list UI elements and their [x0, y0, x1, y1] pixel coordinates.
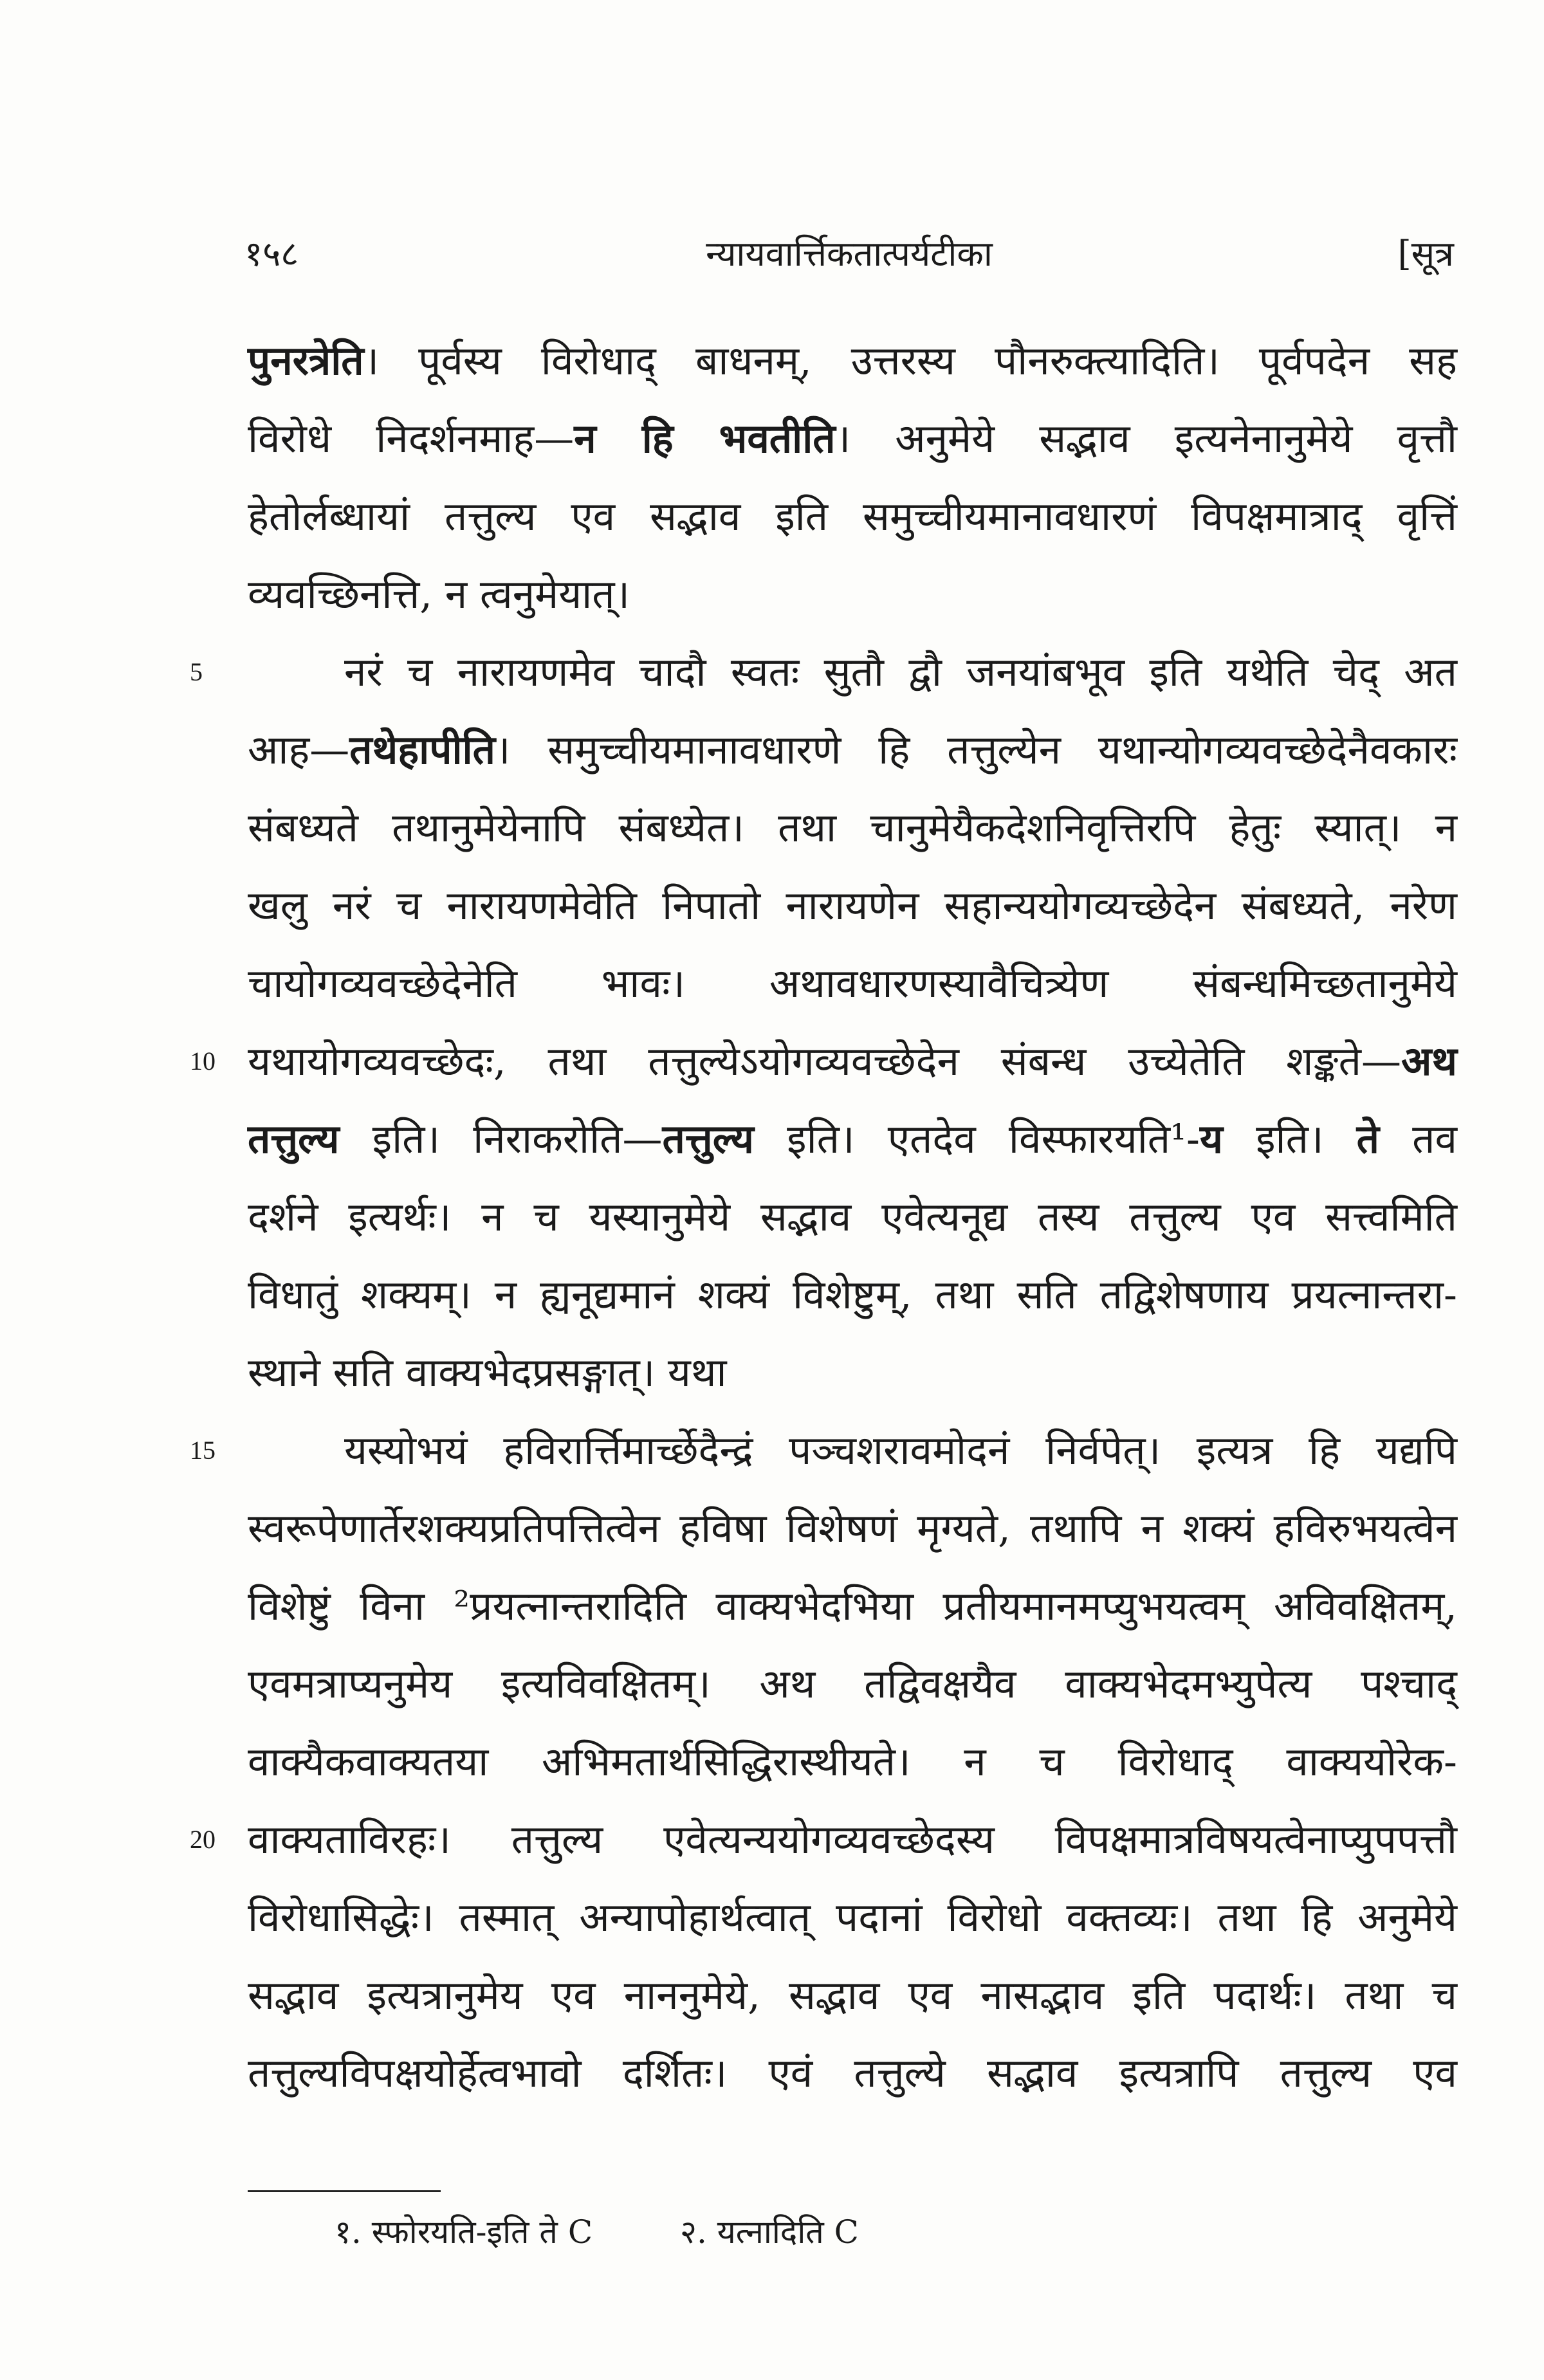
- text-line: [248, 1567, 1457, 1645]
- page-number: १५८: [244, 233, 299, 274]
- text-line: [248, 1645, 1457, 1723]
- section-label: [सूत्र: [1397, 233, 1454, 274]
- commentary-text: इति। एतदेव विस्फारयति¹-: [754, 1115, 1200, 1162]
- commentary-text: व्यवच्छिनत्ति, न त्वनुमेयात्।: [248, 571, 630, 618]
- text-line: [248, 477, 1457, 555]
- commentary-text: विधातुं शक्यम्। न ह्यनूद्यमानं शक्यं विशेष्टुम्, तथा सति तद्विशेषणाय प्रयत्नान्तरा-: [248, 1271, 1457, 1318]
- text-line: [248, 1100, 1457, 1178]
- text-line: [248, 399, 1457, 477]
- commentary-text: दर्शने इत्यर्थः। न च यस्यानुमेये सद्भाव एवेत्यनूद्य तस्य तत्तुल्य एव सत्त्वमिति: [248, 1193, 1457, 1240]
- commentary-text: विरोधे निदर्शनमाह—: [248, 415, 574, 462]
- lemma-text: तत्तुल्य: [248, 1115, 340, 1162]
- line-number: 10: [190, 1047, 216, 1076]
- lemma-text: य: [1199, 1115, 1223, 1162]
- commentary-text: एवमत्राप्यनुमेय इत्यविवक्षितम्। अथ तद्विवक्षयैव वाक्यभेदमभ्युपेत्य पश्चाद्: [248, 1660, 1457, 1707]
- text-line: [248, 2034, 1457, 2112]
- text-line: [190, 1022, 1457, 1100]
- commentary-text: स्वरूपेणार्तेरशक्यप्रतिपत्तित्वेन हविषा विशेषणं मृग्यते, तथापि न शक्यं हविरुभयत्वेन: [248, 1505, 1457, 1552]
- text-line: [248, 1256, 1457, 1333]
- commentary-text: वाक्यैकवाक्यतया अभिमतार्थसिद्धिरास्थीयते। न च विरोधाद् वाक्ययोरेक-: [248, 1738, 1457, 1785]
- lemma-text: ते: [1356, 1115, 1379, 1162]
- footnote-rule: [248, 2190, 441, 2192]
- commentary-text: चायोगव्यवच्छेदेनेति भावः। अथावधारणस्यावैचित्र्येण संबन्धमिच्छतानुमेये: [248, 960, 1457, 1007]
- commentary-text: यस्योभयं हविरार्त्तिमार्च्छेदैन्द्रं पञ्चशरावमोदनं निर्वपेत्। इत्यत्र हि यद्यपि: [344, 1427, 1457, 1474]
- commentary-text: यथायोगव्यवच्छेदः, तथा तत्तुल्येऽयोगव्यवच्छेदेन संबन्ध उच्येतेति शङ्कते—: [248, 1038, 1401, 1085]
- commentary-text: । अनुमेये सद्भाव इत्यनेनानुमेये वृत्तौ: [835, 415, 1457, 462]
- text-line: [248, 555, 1457, 633]
- commentary-text: इति। निराकरोति—: [339, 1115, 663, 1162]
- lemma-text: तत्तुल्य: [662, 1115, 754, 1162]
- commentary-text: इति।: [1222, 1115, 1357, 1162]
- text-line: [248, 944, 1457, 1022]
- footnote-2: २. यत्नादिति C: [679, 2213, 859, 2251]
- commentary-text: तत्तुल्यविपक्षयोर्हेत्वभावो दर्शितः। एवं तत्तुल्ये सद्भाव इत्यत्रापि तत्तुल्य एव: [248, 2049, 1457, 2096]
- commentary-text: स्थाने सति वाक्यभेदप्रसङ्गात्। यथा: [248, 1349, 727, 1396]
- commentary-text: । समुच्चीयमानावधारणे हि तत्तुल्येन यथान्योगव्यवच्छेदेनैवकारः: [495, 726, 1457, 773]
- running-title: न्यायवार्त्तिकतात्पर्यटीका: [706, 233, 993, 274]
- text-line: [190, 1800, 1457, 1878]
- footnote-1: १. स्फोरयति-इति ते C: [335, 2213, 593, 2251]
- lemma-text: न हि भवतीति: [574, 415, 836, 462]
- commentary-text: सद्भाव इत्यत्रानुमेय एव नाननुमेये, सद्भाव एव नासद्भाव इति पदार्थः। तथा च: [248, 1972, 1457, 2018]
- text-line: [248, 322, 1457, 399]
- main-text: [190, 322, 1457, 2112]
- line-number: 5: [190, 657, 203, 686]
- text-line: [248, 1723, 1457, 1800]
- footnotes: [335, 2200, 1235, 2264]
- commentary-text: संबध्यते तथानुमेयेनापि संबध्येत। तथा चानुमेयैकदेशनिवृत्तिरपि हेतुः स्यात्। न: [248, 804, 1457, 851]
- commentary-text: आह—: [248, 726, 350, 773]
- text-line: [248, 1956, 1457, 2034]
- commentary-text: विशेष्टुं विना ²प्रयत्नान्तरादिति वाक्यभेदभिया प्रतीयमानमप्युभयत्वम् अविवक्षितम्,: [248, 1582, 1457, 1629]
- text-line: [248, 1333, 1457, 1411]
- commentary-text: हेतोर्लब्धायां तत्तुल्य एव सद्भाव इति समुच्चीयमानावधारणं विपक्षमात्राद् वृत्तिं: [248, 493, 1457, 540]
- text-line: [190, 633, 1457, 711]
- commentary-text: खलु नरं च नारायणमेवेति निपातो नारायणेन सहान्ययोगव्यच्छेदेन संबध्यते, नरेण: [248, 882, 1457, 929]
- text-line: [190, 1411, 1457, 1489]
- lemma-text: अथ: [1401, 1038, 1457, 1085]
- commentary-text: विरोधासिद्धेः। तस्मात् अन्यापोहार्थत्वात् पदानां विरोधो वक्तव्यः। तथा हि अनुमेये: [248, 1894, 1457, 1941]
- text-line: [248, 789, 1457, 866]
- commentary-text: । पूर्वस्य विरोधाद् बाधनम्, उत्तरस्य पौनरुक्त्यादिति। पूर्वपदेन सह: [363, 337, 1457, 384]
- commentary-text: तव: [1379, 1115, 1457, 1162]
- text-line: [248, 866, 1457, 944]
- text-line: [248, 1178, 1457, 1256]
- text-line: [248, 711, 1457, 789]
- line-number: 20: [190, 1825, 216, 1854]
- line-number: 15: [190, 1436, 216, 1465]
- text-line: [248, 1878, 1457, 1956]
- text-line: [248, 1489, 1457, 1567]
- running-header: [244, 228, 1454, 280]
- commentary-text: वाक्यताविरहः। तत्तुल्य एवेत्यन्ययोगव्यवच्छेदस्य विपक्षमात्रविषयत्वेनाप्युपपत्तौ: [248, 1816, 1457, 1863]
- lemma-text: तथेहापीति: [349, 726, 495, 773]
- commentary-text: नरं च नारायणमेव चादौ स्वतः सुतौ द्वौ जनयांबभूव इति यथेति चेद् अत: [344, 648, 1457, 695]
- lemma-text: पुनरत्रेति: [248, 337, 364, 384]
